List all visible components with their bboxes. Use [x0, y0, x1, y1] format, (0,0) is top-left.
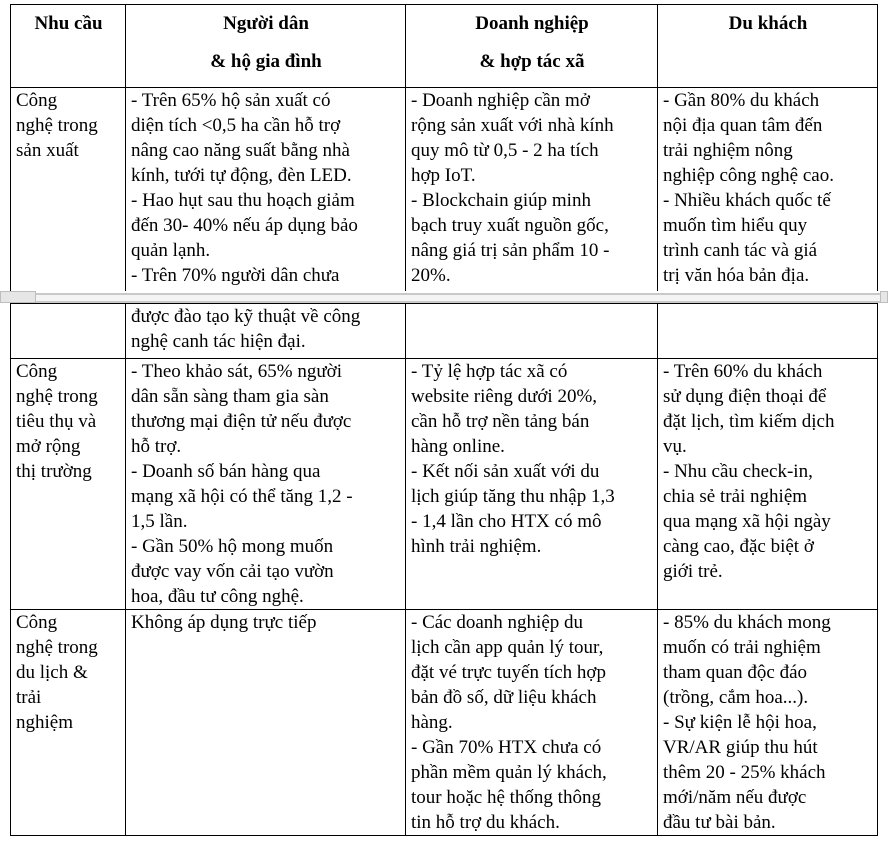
cell-text-line: giới trẻ. — [663, 561, 723, 582]
cell-text-line: nghiệp công nghệ cao. — [663, 165, 834, 186]
header-need: Nhu cầu — [11, 5, 126, 88]
page-break — [0, 291, 888, 303]
cell-text-line: hợp IoT. — [411, 165, 476, 186]
people-cell — [126, 304, 406, 359]
cell-text-line: hàng. — [411, 712, 453, 733]
cell-text-line: lịch giúp tăng thu nhập 1,3 — [411, 486, 615, 507]
cell-text-line: trải nghiệm nông — [663, 140, 793, 161]
needs-table-part1 — [10, 4, 878, 292]
people-cell — [126, 88, 406, 292]
cell-text-line: Công — [16, 612, 58, 633]
cell-text-line: - Gần 70% HTX chưa có — [411, 737, 602, 758]
cell-text-line: nghệ trong — [16, 637, 98, 658]
cell-text-line: mới/năm nếu được — [663, 787, 807, 808]
cell-text-line: sản xuất — [16, 140, 79, 161]
cell-text-line: - Doanh nghiệp cần mở — [411, 90, 590, 111]
cell-text-line: đặt vé trực tuyến tích hợp — [411, 662, 606, 683]
need-cell — [11, 359, 126, 610]
cell-text-line: - Trên 70% người dân chưa — [131, 265, 340, 286]
cell-text-line: vụ. — [663, 436, 687, 457]
cell-text-line: hình trải nghiệm. — [411, 536, 542, 557]
cell-text-line: nghệ trong — [16, 386, 98, 407]
cell-text-line: trình canh tác và giá — [663, 240, 818, 261]
cell-text-line: càng cao, đặc biệt ở — [663, 536, 814, 557]
header-row — [11, 5, 878, 88]
page-break-marker-left — [0, 291, 36, 303]
cell-text-line: - Kết nối sản xuất với du — [411, 461, 600, 482]
cell-text-line: thị trường — [16, 461, 92, 482]
cell-text-line: trị văn hóa bản địa. — [663, 265, 810, 286]
tourists-cell — [658, 304, 878, 359]
cell-text-line: nội địa quan tâm đến — [663, 115, 823, 136]
cell-text-line: - Các doanh nghiệp du — [411, 612, 584, 633]
cell-text-line: trải — [16, 687, 42, 708]
table-row — [11, 359, 878, 610]
cell-text-line: mở rộng — [16, 436, 81, 457]
cell-text-line: - Gần 50% hộ mong muốn — [131, 536, 334, 557]
cell-text-line: sử dụng điện thoại để — [663, 386, 827, 407]
cell-text-line: - 85% du khách mong — [663, 612, 831, 633]
cell-text-line: Không áp dụng trực tiếp — [131, 612, 317, 633]
cell-text-line: - Nhu cầu check-in, — [663, 461, 813, 482]
header-business: Doanh nghiệp & hợp tác xã — [406, 5, 658, 88]
cell-text-line: lịch cần app quản lý tour, — [411, 637, 604, 658]
cell-text-line: hàng online. — [411, 436, 505, 457]
cell-text-line: tiêu thụ và — [16, 411, 97, 432]
cell-text-line: muốn tìm hiểu quy — [663, 215, 808, 236]
page-break-edge — [0, 293, 888, 303]
header-people: Người dân & hộ gia đình — [126, 5, 406, 88]
table-row — [11, 88, 878, 292]
cell-text-line: - Trên 60% du khách — [663, 361, 823, 382]
cell-text-line: Công — [16, 90, 58, 111]
cell-text-line: hỗ trợ. — [131, 436, 182, 457]
cell-text-line: nghệ canh tác hiện đại. — [131, 331, 306, 352]
cell-text-line: được đào tạo kỹ thuật về công — [131, 306, 361, 327]
cell-text-line: cần hỗ trợ nền tảng bán — [411, 411, 590, 432]
cell-text-line: quản lạnh. — [131, 240, 211, 261]
table-row — [11, 304, 878, 359]
cell-text-line: bản đồ số, dữ liệu khách — [411, 687, 597, 708]
cell-text-line: nghiệm — [16, 712, 73, 733]
cell-text-line: - Nhiều khách quốc tế — [663, 190, 831, 211]
people-cell — [126, 610, 406, 836]
cell-text-line: - Doanh số bán hàng qua — [131, 461, 321, 482]
cell-text-line: tham quan độc đáo — [663, 662, 808, 683]
cell-text-line: - 1,4 lần cho HTX có mô — [411, 511, 602, 532]
cell-text-line: - Gần 80% du khách — [663, 90, 820, 111]
need-cell — [11, 610, 126, 836]
cell-text-line: kính, tưới tự động, đèn LED. — [131, 165, 352, 186]
need-cell — [11, 88, 126, 292]
cell-text-line: tour hoặc hệ thống thông — [411, 787, 601, 808]
cell-text-line: (trồng, cắm hoa...). — [663, 687, 809, 708]
business-cell — [406, 304, 658, 359]
cell-text-line: - Sự kiện lễ hội hoa, — [663, 712, 817, 733]
cell-text-line: dân sẵn sàng tham gia sàn — [131, 386, 329, 407]
cell-text-line: đầu tư bài bản. — [663, 812, 776, 833]
cell-text-line: - Tỷ lệ hợp tác xã có — [411, 361, 568, 382]
tourists-cell — [658, 359, 878, 610]
cell-text-line: phần mềm quản lý khách, — [411, 762, 607, 783]
cell-text-line: nâng giá trị sản phẩm 10 - — [411, 240, 610, 261]
cell-text-line: chia sẻ trải nghiệm — [663, 486, 808, 507]
cell-text-line: VR/AR giúp thu hút — [663, 737, 818, 758]
cell-text-line: - Trên 65% hộ sản xuất có — [131, 90, 331, 111]
cell-text-line: mạng xã hội có thể tăng 1,2 - — [131, 486, 353, 507]
cell-text-line: thêm 20 - 25% khách — [663, 762, 826, 783]
cell-text-line: 1,5 lần. — [131, 511, 188, 532]
business-cell — [406, 359, 658, 610]
table-row — [11, 610, 878, 836]
cell-text-line: du lịch & — [16, 662, 88, 683]
people-cell — [126, 359, 406, 610]
cell-text-line: nâng cao năng suất bằng nhà — [131, 140, 350, 161]
cell-text-line: đến 30- 40% nếu áp dụng bảo — [131, 215, 358, 236]
need-cell — [11, 304, 126, 359]
needs-table-part2 — [10, 303, 878, 836]
cell-text-line: rộng sản xuất với nhà kính — [411, 115, 614, 136]
tourists-cell — [658, 610, 878, 836]
cell-text-line: muốn có trải nghiệm — [663, 637, 821, 658]
cell-text-line: website riêng dưới 20%, — [411, 386, 598, 407]
cell-text-line: - Theo khảo sát, 65% người — [131, 361, 343, 382]
cell-text-line: thương mại điện tử nếu được — [131, 411, 352, 432]
page-break-marker-right — [880, 291, 888, 303]
cell-text-line: - Hao hụt sau thu hoạch giảm — [131, 190, 355, 211]
cell-text-line: hoa, đầu tư công nghệ. — [131, 586, 304, 607]
cell-text-line: - Blockchain giúp minh — [411, 190, 591, 211]
cell-text-line: tin hỗ trợ du khách. — [411, 812, 560, 833]
cell-text-line: 20%. — [411, 265, 451, 286]
tourists-cell — [658, 88, 878, 292]
business-cell — [406, 610, 658, 836]
cell-text-line: Công — [16, 361, 58, 382]
cell-text-line: diện tích <0,5 ha cần hỗ trợ — [131, 115, 341, 136]
header-tourists: Du khách — [658, 5, 878, 88]
cell-text-line: qua mạng xã hội ngày — [663, 511, 831, 532]
cell-text-line: quy mô từ 0,5 - 2 ha tích — [411, 140, 599, 161]
cell-text-line: nghệ trong — [16, 115, 98, 136]
cell-text-line: được vay vốn cải tạo vườn — [131, 561, 334, 582]
cell-text-line: bạch truy xuất nguồn gốc, — [411, 215, 609, 236]
business-cell — [406, 88, 658, 292]
cell-text-line: đặt lịch, tìm kiếm dịch — [663, 411, 835, 432]
